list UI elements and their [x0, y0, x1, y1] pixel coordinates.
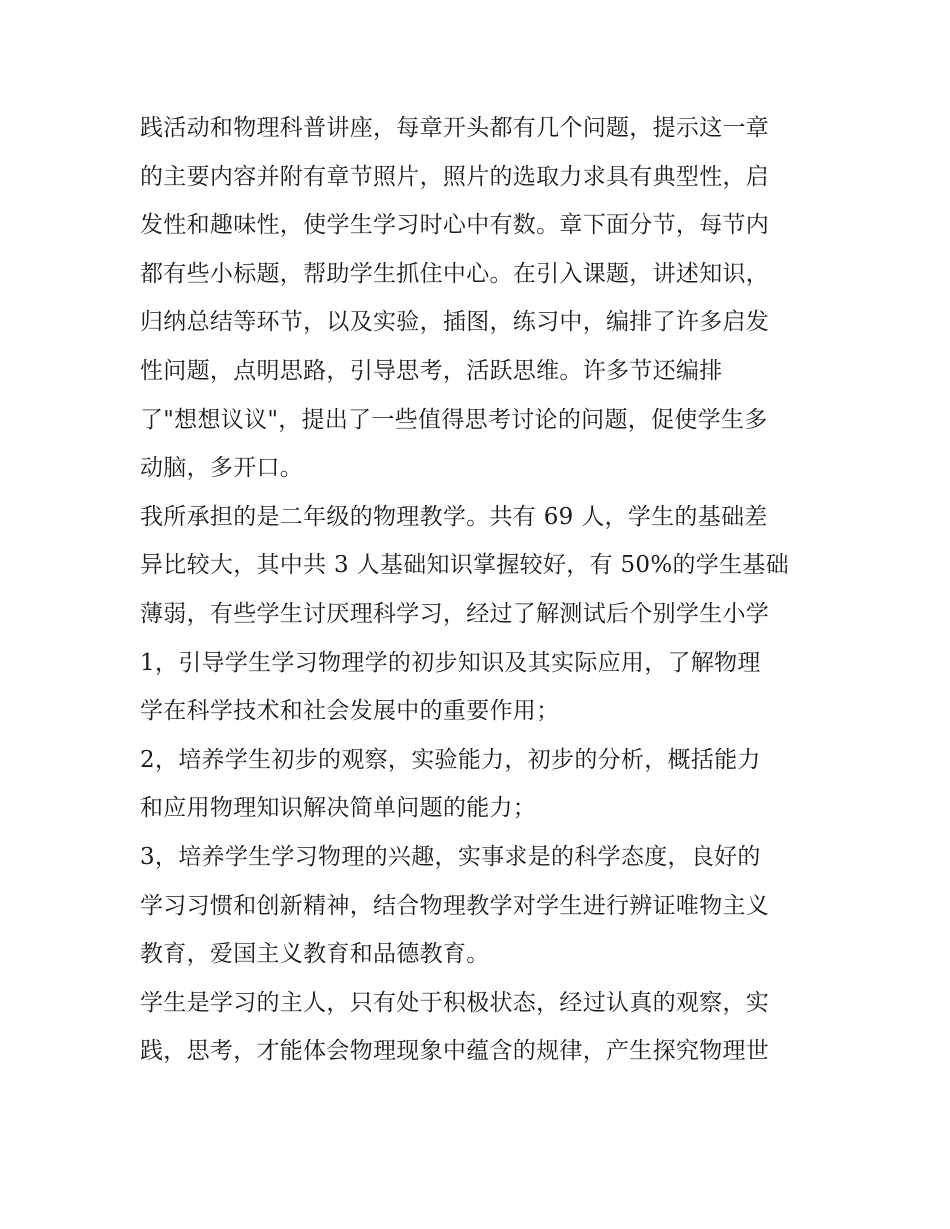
- text-line: 1，引导学生学习物理学的初步知识及其实际应用，了解物理: [140, 649, 761, 676]
- text-line: 学习习惯和创新精神，结合物理教学对学生进行辨证唯物主义: [140, 892, 770, 919]
- text-line: 了"想想议议"，提出了一些值得思考讨论的问题，促使学生多: [140, 406, 768, 433]
- text-line: 践，思考，才能体会物理现象中蕴含的规律，产生探究物理世: [140, 1038, 770, 1065]
- text-line: 学生是学习的主人，只有处于积极状态，经过认真的观察，实: [140, 989, 770, 1016]
- text-line: 和应用物理知识解决简单问题的能力；: [140, 795, 537, 822]
- text-line: 归纳总结等环节，以及实验，插图，练习中，编排了许多启发: [140, 309, 770, 336]
- text-line: 动脑，多开口。: [140, 455, 304, 482]
- text-line: 3，培养学生学习物理的兴趣，实事求是的科学态度，良好的: [140, 843, 761, 870]
- document-body: [140, 104, 812, 1076]
- text-line: 践活动和物理科普讲座，每章开头都有几个问题，提示这一章: [140, 115, 770, 141]
- text-line: 发性和趣味性，使学生学习时心中有数。章下面分节，每节内: [140, 212, 770, 239]
- text-line: 都有些小标题，帮助学生抓住中心。在引入课题，讲述知识，: [140, 260, 770, 287]
- text-line: 我所承担的是二年级的物理教学。共有 69 人，学生的基础差: [140, 503, 768, 530]
- text-line: 教育，爱国主义教育和品德教育。: [140, 941, 490, 968]
- text-line: 2，培养学生初步的观察，实验能力，初步的分析，概括能力: [140, 746, 761, 773]
- text-line: 异比较大，其中共 3 人基础知识掌握较好，有 50%的学生基础: [140, 552, 789, 579]
- text-line: 薄弱，有些学生讨厌理科学习，经过了解测试后个别学生小学: [140, 600, 770, 627]
- text-line: 学在科学技术和社会发展中的重要作用；: [140, 698, 560, 725]
- text-line: 的主要内容并附有章节照片，照片的选取力求具有典型性，启: [140, 163, 770, 190]
- text-line: 性问题，点明思路，引导思考，活跃思维。许多节还编排: [140, 357, 723, 384]
